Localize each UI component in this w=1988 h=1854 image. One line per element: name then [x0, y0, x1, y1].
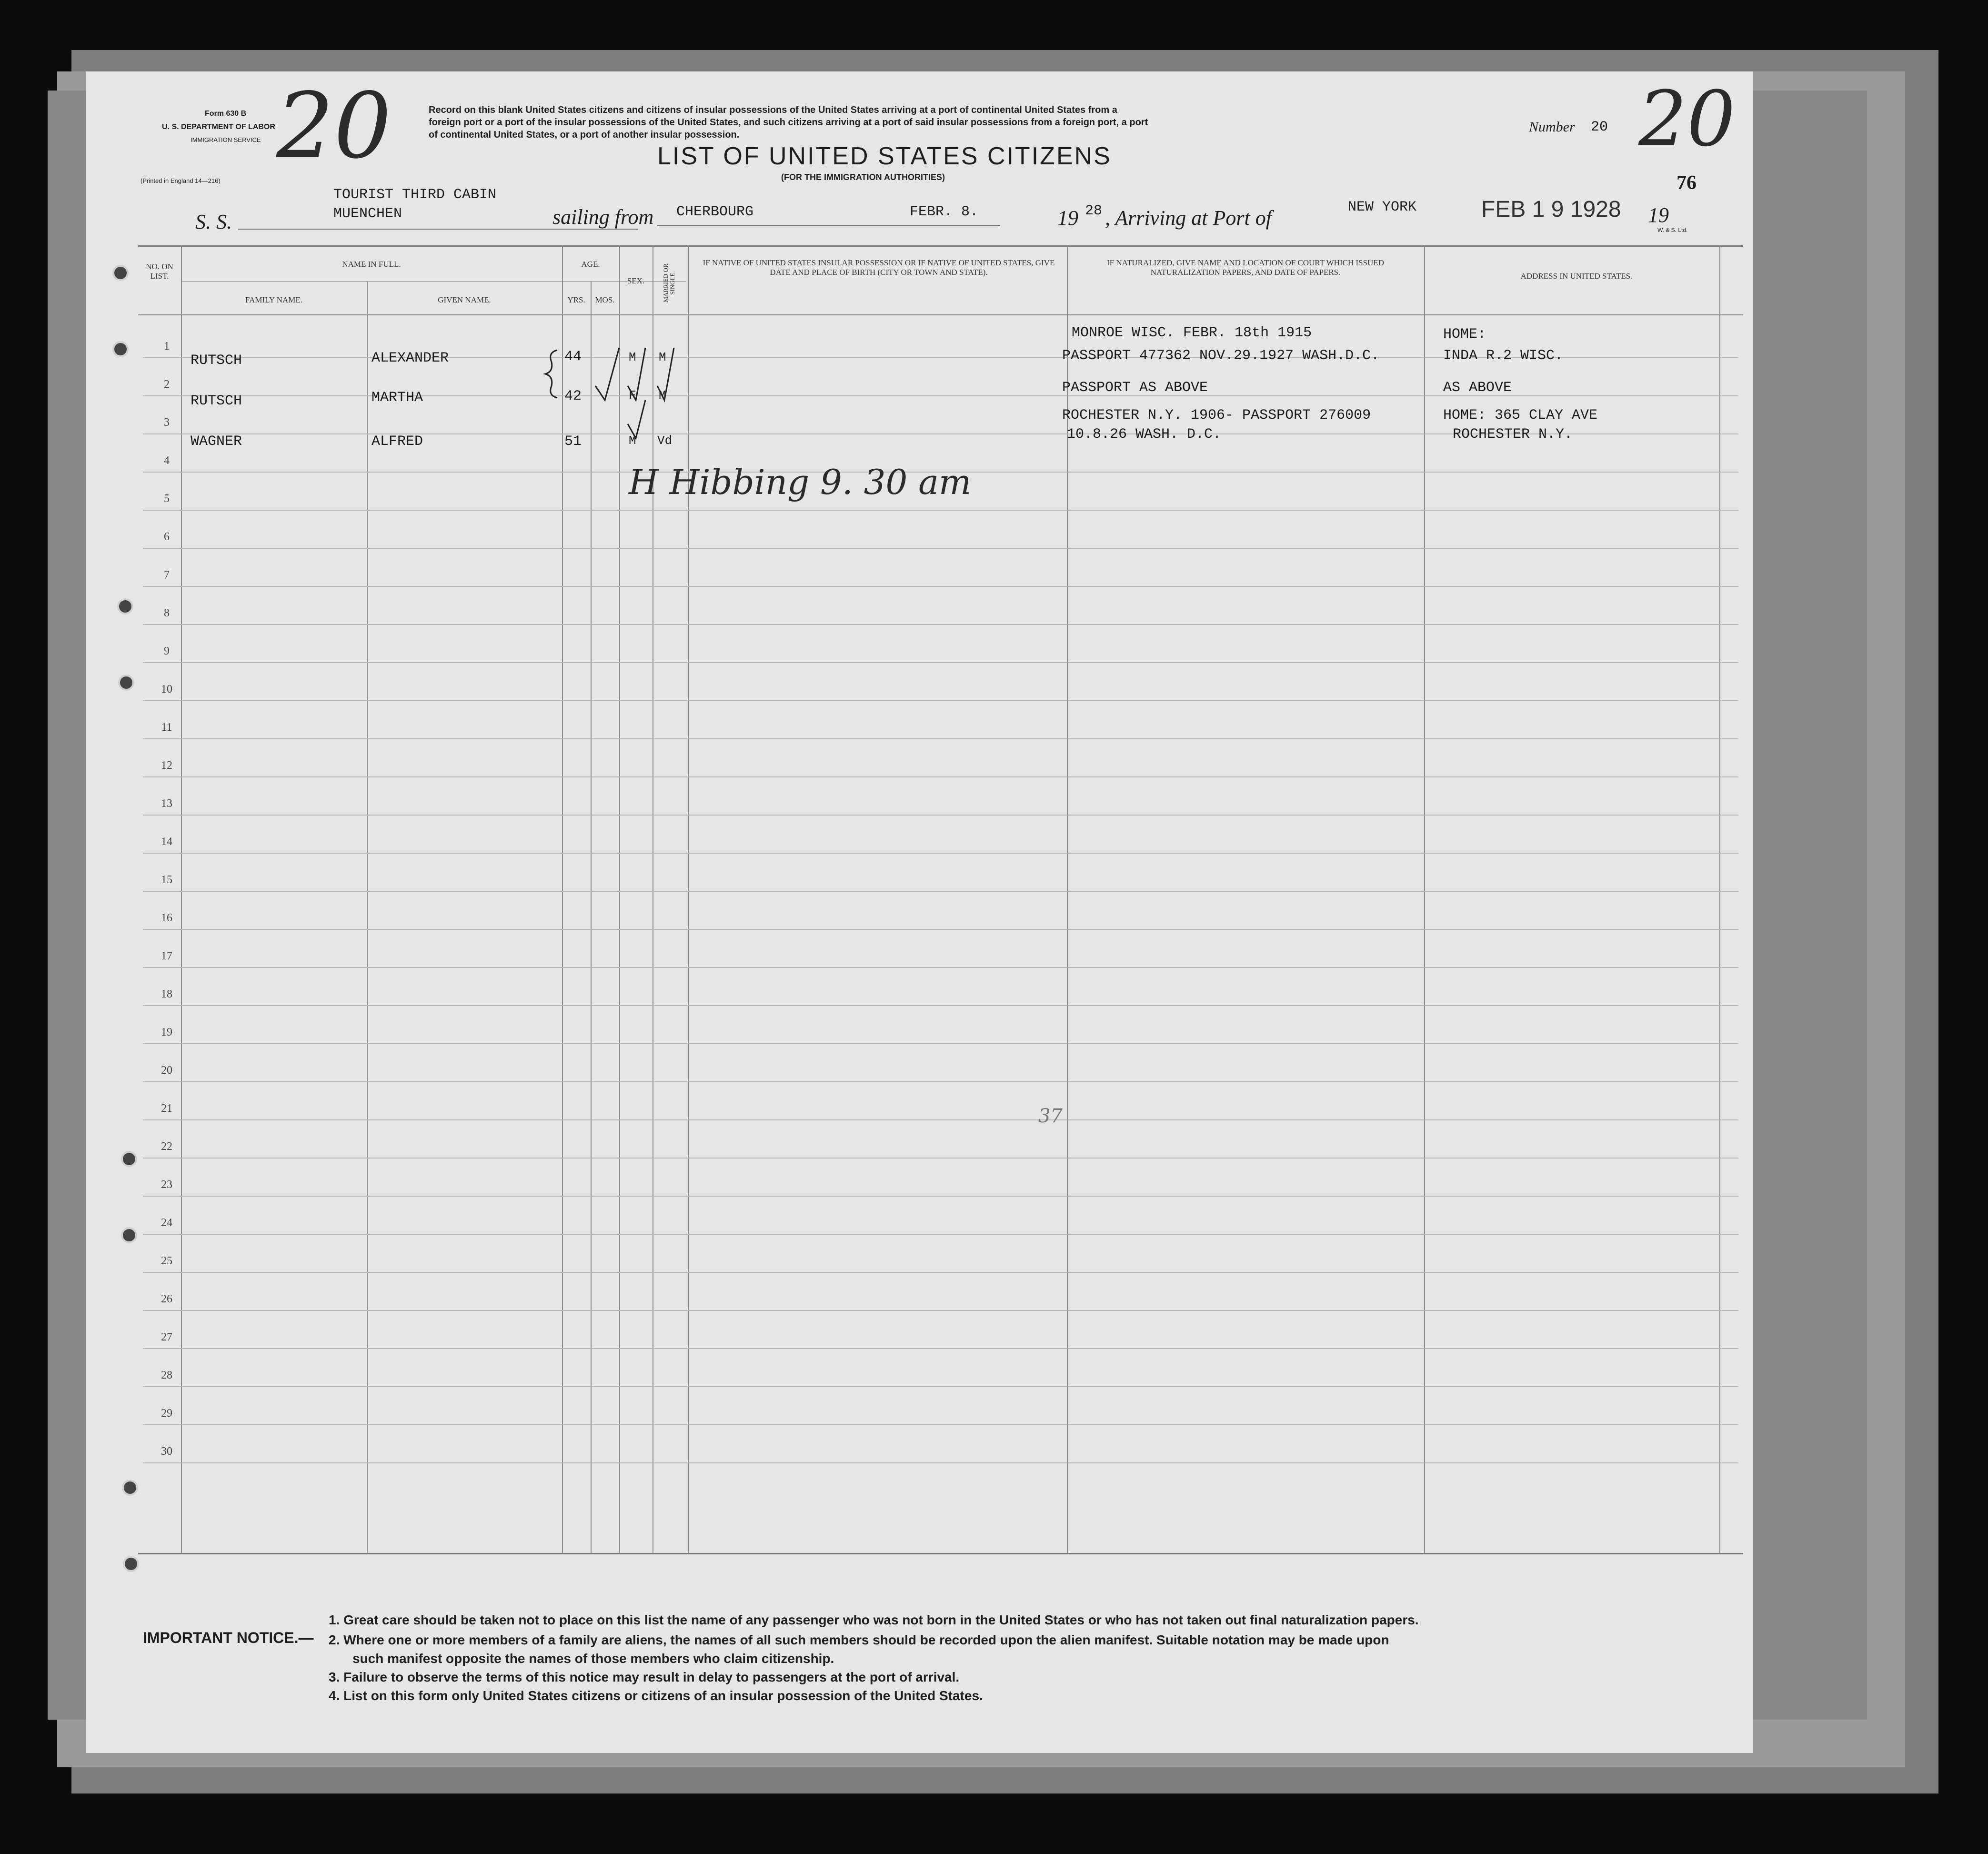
- service: IMMIGRATION SERVICE: [191, 136, 261, 143]
- inspector-signature: H Hibbing 9. 30 am: [629, 462, 972, 502]
- row-rule: [143, 1196, 1738, 1197]
- binder-hole: [124, 1481, 136, 1494]
- row-rule: [143, 738, 1738, 739]
- row-3-address-2: ROCHESTER N.Y.: [1453, 426, 1573, 443]
- row-number: 1: [164, 340, 170, 353]
- row-number: 27: [161, 1331, 172, 1343]
- row-rule: [143, 1081, 1738, 1082]
- row-number: 19: [161, 1026, 172, 1038]
- check-marks: [586, 329, 700, 453]
- handwritten-number-right: 20: [1638, 74, 1736, 163]
- row-rule: [143, 815, 1738, 816]
- row-number: 13: [161, 797, 172, 810]
- col-header-sex: SEX.: [627, 276, 645, 285]
- col-header-no: NO. ON LIST.: [146, 262, 173, 281]
- row-rule: [143, 967, 1738, 968]
- row-rule: [143, 586, 1738, 587]
- row-rule: [143, 776, 1738, 777]
- row-number: 23: [161, 1179, 172, 1191]
- binder-hole: [120, 676, 132, 689]
- row-rule: [143, 510, 1738, 511]
- row-rule: [143, 1272, 1738, 1273]
- row-2-address-1: AS ABOVE: [1443, 380, 1512, 396]
- row-number: 6: [164, 531, 170, 543]
- row-number: 7: [164, 569, 170, 581]
- col-header-family: FAMILY NAME.: [245, 295, 303, 304]
- table-top-border: [138, 245, 1743, 247]
- table-bottom-border: [138, 1553, 1743, 1554]
- row-rule: [143, 662, 1738, 663]
- col-divider: [1719, 245, 1720, 1553]
- row-rule: [143, 929, 1738, 930]
- row-1-yrs: 44: [564, 349, 582, 365]
- year-suffix: 19: [1648, 203, 1669, 227]
- row-number: 3: [164, 416, 170, 429]
- row-number: 17: [161, 950, 172, 962]
- arriving-label: , Arriving at Port of: [1105, 206, 1272, 230]
- row-number: 14: [161, 836, 172, 848]
- col-header-yrs: YRS.: [567, 295, 585, 304]
- row-number: 5: [164, 493, 170, 505]
- binder-hole: [125, 1558, 137, 1570]
- year-value: 28: [1085, 203, 1103, 219]
- row-3-address-1: HOME: 365 CLAY AVE: [1443, 407, 1598, 423]
- printed-note: (Printed in England 14—216): [141, 177, 221, 184]
- row-rule: [143, 1386, 1738, 1387]
- row-3-given: ALFRED: [371, 433, 423, 450]
- department: U. S. DEPARTMENT OF LABOR: [162, 123, 275, 131]
- row-rule: [143, 624, 1738, 625]
- page-title: LIST OF UNITED STATES CITIZENS: [657, 142, 1112, 170]
- row-number: 8: [164, 607, 170, 619]
- row-rule: [143, 853, 1738, 854]
- row-number: 25: [161, 1255, 172, 1267]
- row-1-marital: M: [659, 350, 666, 364]
- row-2-marital: M: [659, 388, 666, 403]
- form-number: Form 630 B: [205, 110, 247, 118]
- col-header-name: NAME IN FULL.: [342, 260, 401, 269]
- col-header-given: GIVEN NAME.: [438, 295, 491, 304]
- header-bottom-line: [138, 314, 1743, 315]
- printer-mark: W. & S. Ltd.: [1657, 227, 1688, 233]
- notice-item-4: 4. List on this form only United States citizens or citizens of an insular possession of the United States.: [329, 1688, 983, 1703]
- notice-item-2b: such manifest opposite the names of those members who claim citizenship.: [352, 1651, 834, 1666]
- row-rule: [143, 1119, 1738, 1120]
- row-3-family: WAGNER: [191, 433, 242, 450]
- row-rule: [143, 1424, 1738, 1425]
- row-number: 28: [161, 1369, 172, 1381]
- row-2-naturalized-1: PASSPORT AS ABOVE: [1062, 380, 1208, 396]
- record-text-3: of continental United States, or a port of another insular possession.: [429, 130, 740, 140]
- record-text-2: foreign port or a port of the insular possessions of the United States, and such citizens arriving at a port of said insular possessions from a foreign port, a port: [429, 117, 1148, 128]
- binder-hole: [114, 267, 127, 279]
- row-rule: [143, 700, 1738, 701]
- row-rule: [143, 891, 1738, 892]
- row-number: 11: [161, 721, 172, 734]
- row-rule: [143, 1348, 1738, 1349]
- number-label: Number: [1529, 119, 1575, 135]
- binder-hole: [123, 1229, 135, 1241]
- ss-label: S. S.: [195, 210, 232, 233]
- row-number: 9: [164, 645, 170, 657]
- binder-hole: [114, 343, 127, 355]
- row-1-given: ALEXANDER: [371, 350, 449, 366]
- sailing-label: sailing from: [552, 205, 654, 229]
- row-1-address-1: HOME:: [1443, 326, 1486, 343]
- col-header-age: AGE.: [581, 260, 600, 269]
- binder-hole: [123, 1153, 135, 1165]
- notice-item-1: 1. Great care should be taken not to place on this list the name of any passenger who was not born in the United States or who has not taken out final naturalization papers.: [329, 1612, 1419, 1627]
- row-1-naturalized-2: PASSPORT 477362 NOV.29.1927 WASH.D.C.: [1062, 348, 1380, 364]
- row-number: 30: [161, 1445, 172, 1458]
- col-divider: [181, 245, 182, 1553]
- row-number: 15: [161, 874, 172, 886]
- arrival-date-stamp: FEB 1 9 1928: [1481, 197, 1621, 222]
- arrival-port: NEW YORK: [1348, 199, 1417, 215]
- row-rule: [143, 1158, 1738, 1159]
- page-number: 76: [1677, 172, 1697, 194]
- row-rule: [143, 1462, 1738, 1463]
- from-underline: [657, 225, 1000, 226]
- ship-name: MUENCHEN: [333, 206, 402, 222]
- year-prefix: 19: [1057, 206, 1078, 230]
- binder-hole: [119, 600, 131, 613]
- row-3-yrs: 51: [564, 433, 582, 450]
- row-1-sex: M: [629, 350, 636, 364]
- row-1-family: RUTSCH: [191, 353, 242, 369]
- row-number: 18: [161, 988, 172, 1000]
- col-divider: [1424, 245, 1425, 1553]
- row-rule: [143, 1234, 1738, 1235]
- row-number: 2: [164, 378, 170, 391]
- row-rule: [143, 548, 1738, 549]
- notice-label: IMPORTANT NOTICE.—: [143, 1629, 314, 1646]
- row-number: 16: [161, 912, 172, 924]
- col-header-native: IF NATIVE OF UNITED STATES INSULAR POSSESSION OR IF NATIVE OF UNITED STATES, GIVE DATE AND PLACE OF BIRTH (CITY OR TOWN AND STATE).: [703, 258, 1055, 277]
- col-divider: [562, 245, 563, 1553]
- row-3-naturalized-1: ROCHESTER N.Y. 1906- PASSPORT 276009: [1062, 407, 1371, 423]
- row-number: 26: [161, 1293, 172, 1305]
- row-rule: [143, 1043, 1738, 1044]
- record-text-1: Record on this blank United States citizens and citizens of insular possessions of the United States arriving at a port of continental United States from a: [429, 105, 1117, 115]
- notice-item-3: 3. Failure to observe the terms of this notice may result in delay to passengers at the port of arrival.: [329, 1670, 960, 1684]
- row-number: 24: [161, 1217, 172, 1229]
- manifest-page: [86, 71, 1753, 1753]
- row-number: 22: [161, 1140, 172, 1153]
- row-2-given: MARTHA: [371, 390, 423, 406]
- col-header-mos: MOS.: [595, 295, 615, 304]
- sailing-date: FEBR. 8.: [910, 204, 979, 220]
- row-number: 12: [161, 759, 172, 772]
- row-rule: [143, 1310, 1738, 1311]
- row-3-marital: Vd: [657, 433, 673, 448]
- sailing-from: CHERBOURG: [676, 204, 754, 220]
- row-2-family: RUTSCH: [191, 393, 242, 409]
- row-number: 21: [161, 1102, 172, 1115]
- handwritten-number-left: 20: [276, 73, 392, 179]
- row-1-naturalized-1: MONROE WISC. FEBR. 18th 1915: [1072, 325, 1312, 341]
- col-header-address: ADDRESS IN UNITED STATES.: [1520, 272, 1633, 281]
- col-header-married: MARRIED OR SINGLE.: [662, 263, 676, 302]
- row-3-sex: M: [629, 433, 636, 448]
- row-rule: [143, 1005, 1738, 1006]
- row-number: 10: [161, 683, 172, 695]
- row-number: 20: [161, 1064, 172, 1077]
- ship-line-1: TOURIST THIRD CABIN: [333, 187, 497, 203]
- row-1-address-2: INDA R.2 WISC.: [1443, 348, 1564, 364]
- col-header-naturalized: IF NATURALIZED, GIVE NAME AND LOCATION OF COURT WHICH ISSUED NATURALIZATION PAPERS, AND DATE OF PAPERS.: [1106, 258, 1384, 277]
- family-brace: [543, 348, 562, 400]
- page-subtitle: (FOR THE IMMIGRATION AUTHORITIES): [781, 172, 945, 182]
- row-2-sex: F: [629, 388, 636, 403]
- pencil-mark: 37: [1038, 1105, 1063, 1127]
- number-value: 20: [1591, 119, 1608, 135]
- row-number: 29: [161, 1407, 172, 1420]
- row-3-naturalized-2: 10.8.26 WASH. D.C.: [1067, 426, 1222, 443]
- notice-item-2a: 2. Where one or more members of a family are aliens, the names of all such members should be recorded upon the alien manifest. Suitable notation may be made upon: [329, 1632, 1389, 1647]
- row-2-yrs: 42: [564, 388, 582, 404]
- row-number: 4: [164, 454, 170, 467]
